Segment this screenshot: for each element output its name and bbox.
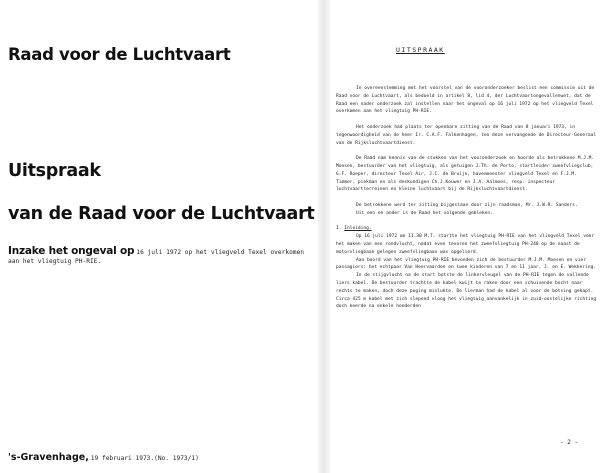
- page-number: - 2 -: [560, 439, 579, 446]
- paragraph: Aan boord van het vliegtuig PH-RIE bevonden zich de bestuurder M.J.M. Moesen en vier passagiers: het echtpaar Van Heervaarden en twee kinderen van 7 en 11 jaar, J. en E. Wekkering.: [336, 257, 597, 271]
- paragraph: De betrokkene werd ter zitting bijgestaan door zijn raadsman, Mr. J.W.R. Sanders.: [356, 202, 578, 208]
- inzake-text: 16 juli 1972 op het vliegveld Texel overkomen aan het vliegtuig PH-RIE.: [8, 249, 304, 265]
- date-text: 19 februari 1973.(No. 1973/1): [90, 455, 199, 462]
- place-date-line: [8, 452, 318, 463]
- page-gutter: [318, 0, 330, 473]
- paragraph: In overeenstemming met het voorstel van de vooronderzoeker beslist een commissie uit de Raad voor de Luchtvaart, als bedoeld in artikel 8, lid 4, der Luchtvaartongevallenwet, dat de Raad een nader onderzoek zal instellen naar het ongeval op 16 juli 1972 op het vliegveld Texel overkomen aan het vliegtuig PH-RIE.: [336, 86, 595, 115]
- section-heading: [336, 225, 598, 233]
- inzake-line: [8, 247, 313, 266]
- uitspraak-heading: UITSPRAAK: [396, 46, 445, 54]
- paragraph: De Raad nam kennis van de stukken van het vooronderzoek en hoorde als betrokkene M.J.M. Moesen, bestuurder van het vliegtuig, als getuigen J.Th. de Porto, startleider zweefvliegclub, G.F. Roeper, directeur Texel Air, J.C. de Bruijn, havenmeester vliegveld Texel en F.J.M. Timmer, piekman en als deskundigen Ch.J.Kouwer en J.A. Aalmoes, resp. inspecteur luchtvaartterreinen en kleine luchtvaart bij de Rijksluchtvaartdienst.: [336, 156, 595, 193]
- paragraph: In de stijgvlucht na de start botste de linkervleugel van de PH-RIE tegen de vallende liers kabel. De bestuurder trachtte de kabel kwijt te raken door een schuivende bocht naar rechts te maken, doch deze poging mislukte. De lierman had de kabel al voor de botsing gekapt. Circa 425 m kabel met zich slepend vloog het vliegtuig aanvankelijk in zuid-oostelijke richting doch keerde na enkele honderden: [336, 273, 597, 310]
- ruling-subtitle: van de Raad voor de Luchtvaart: [8, 204, 315, 224]
- section-number: I.: [336, 226, 342, 232]
- ruling-body: [336, 85, 598, 311]
- section-title: Inleiding.: [344, 226, 372, 232]
- council-heading: Raad voor de Luchtvaart: [8, 45, 231, 64]
- paragraph: Uit een en ander is de Raad het volgende gebleken.: [356, 210, 493, 216]
- inzake-label: Inzake het ongeval op: [8, 245, 135, 257]
- place-label: 's-Gravenhage,: [8, 452, 89, 463]
- right-page: [330, 0, 601, 473]
- ruling-title: Uitspraak: [8, 161, 101, 181]
- paragraph: Het onderzoek had plaats ter openbare zitting van de Raad van 8 januari 1973, in tegenwoordigheid van de heer Ir. C.A.F. Falkenhagen, ten deze vervangende de Directeur-Generaal van de Rijksluchtvaartdienst.: [336, 124, 597, 146]
- paragraph: Op 16 juli 1972 om 11.30 M.T. startte het vliegtuig PH-RIE van het vliegveld Texel voor het maken van een rondvlucht, nadat even tevoren het zweefvliegtuig PH-248 op de naast de motorvliegbaan gelegen zweefvliegbaan was opgelierd.: [336, 234, 595, 255]
